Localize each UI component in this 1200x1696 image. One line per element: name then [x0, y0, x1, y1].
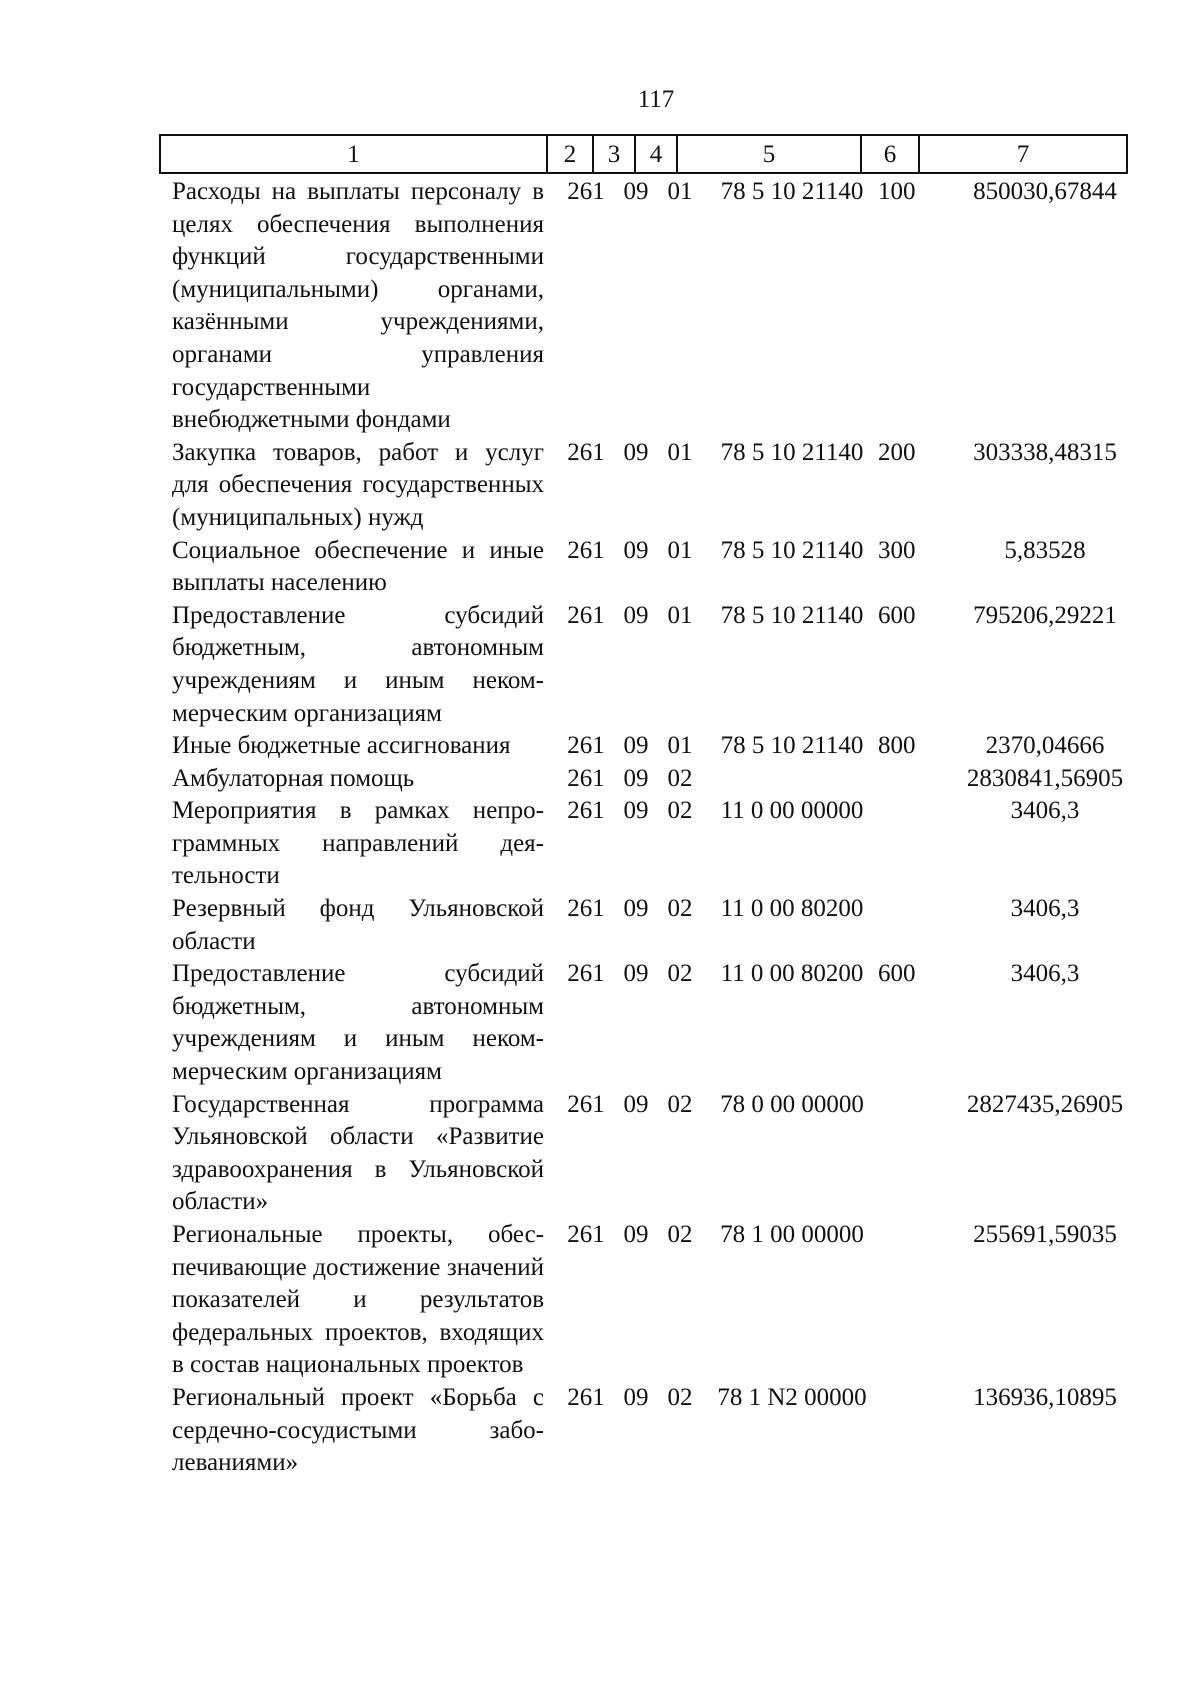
- row-code-2: 261: [567, 1090, 605, 1118]
- column-header-5: 5: [678, 136, 862, 172]
- row-code-6: 100: [878, 178, 916, 205]
- row-name: Амбулаторная помощь: [172, 764, 415, 792]
- table-row: [0, 437, 1200, 535]
- row-code-3: 09: [623, 732, 649, 760]
- row-code-3: 09: [623, 1221, 649, 1248]
- row-amount: 136936,10895: [973, 1383, 1117, 1411]
- row-amount: 303338,48315: [973, 438, 1117, 466]
- row-code-5: 78 5 10 21140: [720, 536, 864, 564]
- column-header-3: 3: [594, 136, 636, 172]
- row-name: Расходы на выплаты персоналу в целях обеспечения выполнения функций государственными (муниципальными) органами, казёнными учреждениями, органами управления государственными внебюджетными фондами: [172, 178, 544, 434]
- row-code-5: 78 5 10 21140: [720, 178, 864, 205]
- row-code-5: 78 5 10 21140: [720, 601, 864, 629]
- row-amount: 255691,59035: [973, 1221, 1117, 1248]
- row-code-4: 02: [667, 960, 693, 988]
- row-amount: 850030,67844: [973, 178, 1117, 205]
- row-amount: 3406,3: [1010, 797, 1080, 825]
- column-header-1: 1: [161, 136, 548, 172]
- table-body: [0, 176, 1200, 1480]
- row-name: Закупка товаров, работ и услуг для обеспечения государственных (муниципальных) нужд: [172, 438, 544, 531]
- row-code-2: 261: [567, 1221, 605, 1248]
- row-amount: 3406,3: [1010, 960, 1080, 988]
- column-header-4: 4: [636, 136, 678, 172]
- row-code-2: 261: [567, 732, 605, 760]
- row-name: Государственная программа Ульяновской области «Развитие здравоохранения в Ульяновской области»: [172, 1090, 544, 1216]
- row-code-5: 78 0 00 00000: [720, 1090, 864, 1118]
- row-code-4: 01: [667, 601, 693, 629]
- row-code-5: 11 0 00 00000: [720, 797, 864, 825]
- row-code-3: 09: [623, 178, 649, 205]
- row-code-4: 01: [667, 438, 693, 466]
- row-amount: 2370,04666: [985, 732, 1105, 760]
- table-row: [0, 730, 1200, 763]
- table-row: [0, 600, 1200, 730]
- row-code-5: 78 5 10 21140: [720, 438, 864, 466]
- row-code-4: 02: [667, 895, 693, 923]
- table-row: [0, 795, 1200, 893]
- column-header-7: 7: [1016, 141, 1030, 168]
- row-code-5: 78 1 N2 00000: [717, 1383, 867, 1411]
- row-code-2: 261: [567, 1383, 605, 1411]
- row-code-2: 261: [567, 601, 605, 629]
- column-header-6: 6: [862, 136, 920, 172]
- page-number: 117: [637, 86, 675, 113]
- row-code-2: 261: [567, 764, 605, 792]
- row-code-4: 02: [667, 764, 693, 792]
- row-name: Региональные проекты, обеспечивающие достижение значений показателей и результатов федеральных проектов, входящих в состав национальных проектов: [172, 1221, 544, 1379]
- row-code-3: 09: [623, 764, 649, 792]
- row-code-3: 09: [623, 1090, 649, 1118]
- row-code-6: 600: [878, 960, 916, 988]
- row-code-2: 261: [567, 178, 605, 205]
- table-row: [0, 958, 1200, 1088]
- table-row: [0, 1382, 1200, 1480]
- row-code-2: 261: [567, 895, 605, 923]
- row-amount: 795206,29221: [973, 601, 1117, 629]
- table-row: [0, 176, 1200, 437]
- row-code-3: 09: [623, 1383, 649, 1411]
- row-name: Социальное обеспечение и иные выплаты населению: [172, 536, 544, 597]
- row-code-3: 09: [623, 960, 649, 988]
- row-code-4: 02: [667, 797, 693, 825]
- row-amount: 5,83528: [1004, 536, 1086, 564]
- row-code-3: 09: [623, 895, 649, 923]
- row-code-4: 01: [667, 732, 693, 760]
- row-code-2: 261: [567, 536, 605, 564]
- table-row: [0, 893, 1200, 958]
- row-code-3: 09: [623, 536, 649, 564]
- row-amount: 2827435,26905: [966, 1090, 1124, 1118]
- row-name: Мероприятия в рамках непрограммных направлений деятельности: [172, 797, 544, 890]
- row-code-5: 78 5 10 21140: [720, 732, 864, 760]
- row-name: Резервный фонд Ульяновской области: [172, 895, 544, 955]
- table-row: [0, 1089, 1200, 1219]
- row-code-6: 800: [878, 732, 916, 760]
- row-code-4: 02: [667, 1383, 693, 1411]
- row-code-2: 261: [567, 960, 605, 988]
- row-code-6: 600: [878, 601, 916, 629]
- row-name: Иные бюджетные ассигнования: [172, 732, 511, 760]
- row-amount: 3406,3: [1010, 895, 1080, 923]
- row-code-2: 261: [567, 797, 605, 825]
- row-name: Предоставление субсидий бюджетным, автономным учреждениям и иным некоммерческим организациям: [172, 601, 544, 727]
- table-header: [159, 134, 1128, 174]
- row-code-5: 11 0 00 80200: [720, 960, 864, 988]
- row-code-6: 300: [878, 536, 916, 564]
- row-code-4: 02: [667, 1221, 693, 1248]
- row-code-2: 261: [567, 438, 605, 466]
- row-code-4: 01: [667, 178, 693, 205]
- row-code-5: 78 1 00 00000: [720, 1221, 864, 1248]
- row-code-4: 02: [667, 1090, 693, 1118]
- row-name: Региональный проект «Борьба с сердечно-сосудистыми заболеваниями»: [172, 1383, 544, 1477]
- row-code-3: 09: [623, 797, 649, 825]
- row-amount: 2830841,56905: [966, 764, 1124, 792]
- row-code-6: 200: [878, 438, 916, 466]
- row-code-4: 01: [667, 536, 693, 564]
- table-row: [0, 535, 1200, 600]
- row-code-3: 09: [623, 601, 649, 629]
- column-header-2: 2: [548, 136, 594, 172]
- table-row: [0, 1219, 1200, 1382]
- table-row: [0, 763, 1200, 796]
- row-code-5: 11 0 00 80200: [720, 895, 864, 923]
- row-code-3: 09: [623, 438, 649, 466]
- row-name: Предоставление субсидий бюджетным, автономным учреждениям и иным некоммерческим организациям: [172, 960, 544, 1086]
